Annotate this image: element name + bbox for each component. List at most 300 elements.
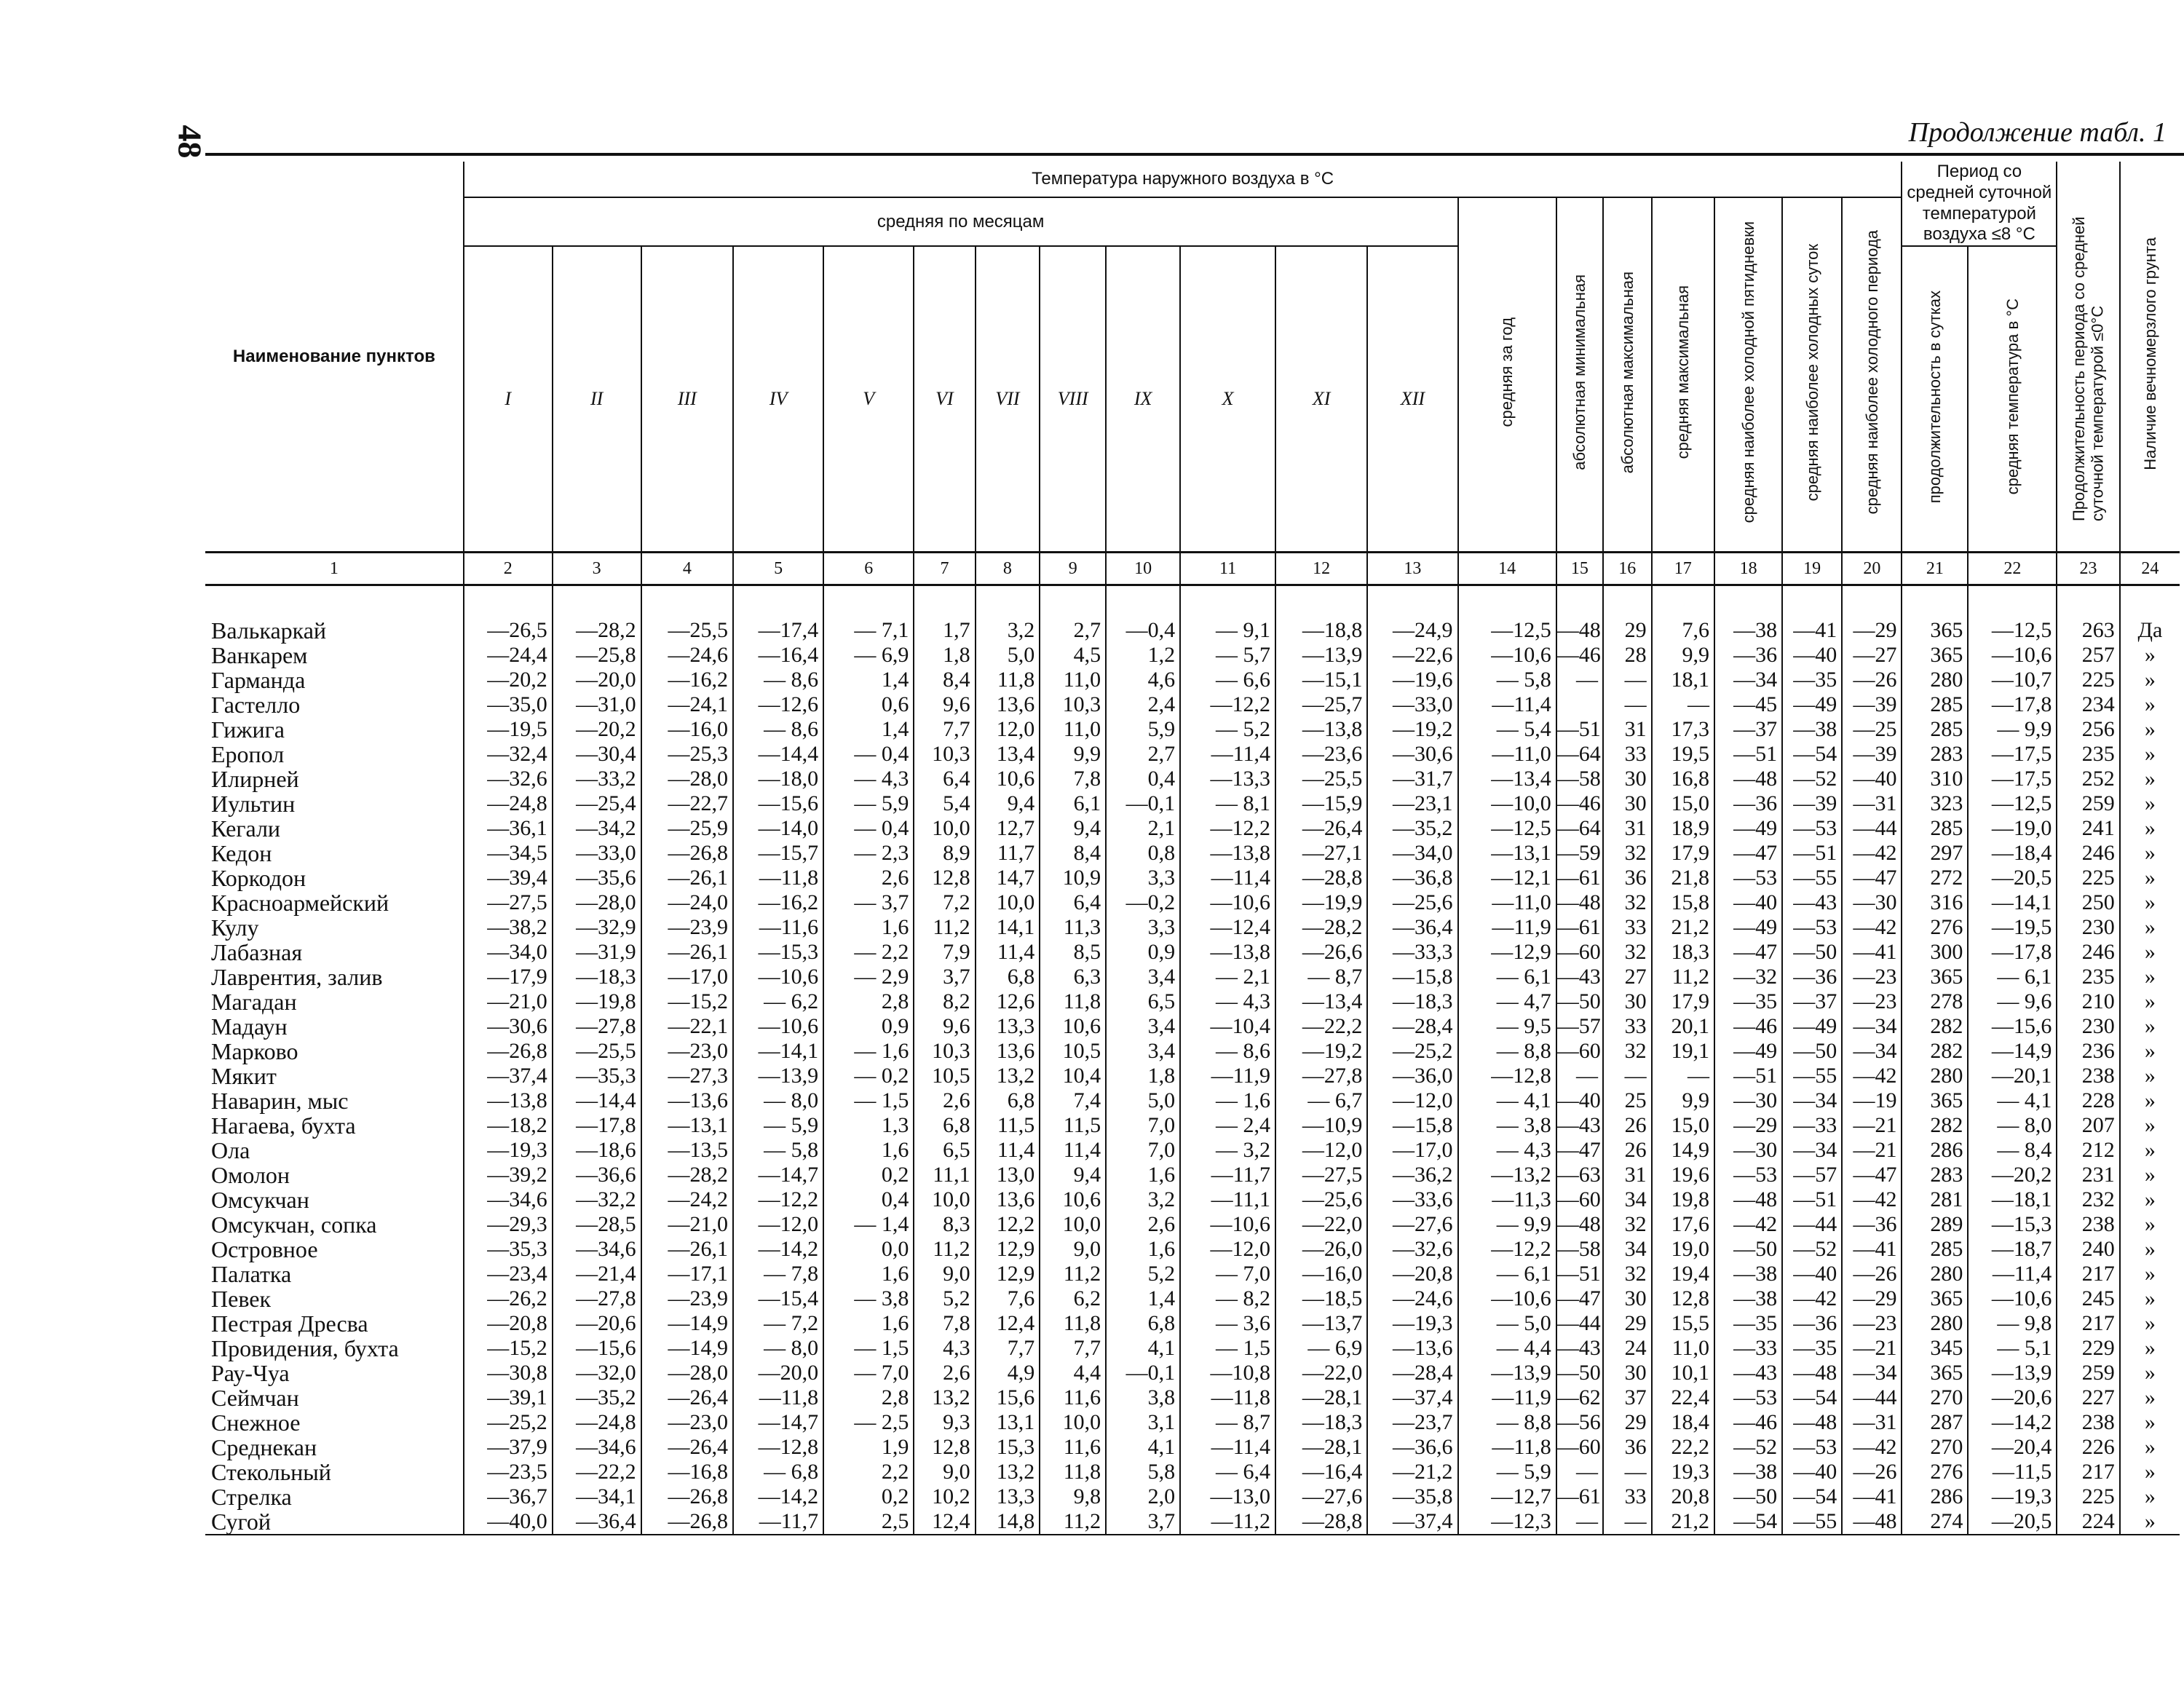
value-cell: 210 [2057, 989, 2119, 1014]
value-cell: 1,4 [823, 717, 914, 742]
value-cell: 263 [2057, 618, 2119, 643]
table-row [205, 1410, 2180, 1435]
value-cell: —36,2 [1367, 1163, 1457, 1187]
value-cell: 4,4 [1040, 1361, 1106, 1385]
value-cell: —49 [1714, 915, 1782, 940]
value-cell: —12,6 [733, 692, 823, 717]
value-cell: —12,0 [1275, 1138, 1367, 1163]
value-cell: —64 [1556, 742, 1603, 767]
value-cell: —43 [1556, 1113, 1603, 1138]
value-cell: 11,0 [1040, 668, 1106, 692]
value-cell: 280 [1902, 1311, 1968, 1336]
value-cell: 6,4 [914, 767, 975, 791]
value-cell: —35 [1714, 989, 1782, 1014]
value-cell: 9,9 [1652, 1088, 1714, 1113]
value-cell: —19,6 [1367, 668, 1457, 692]
value-cell: —57 [1782, 1163, 1842, 1187]
value-cell: 259 [2057, 1361, 2119, 1385]
value-cell: —30,8 [464, 1361, 553, 1385]
value-cell: 1,8 [1106, 1064, 1180, 1088]
header-temperature-group: Температура наружного воздуха в °С [464, 162, 1902, 197]
value-cell: —36,6 [553, 1163, 641, 1187]
value-cell: 15,0 [1652, 1113, 1714, 1138]
value-cell: —36,6 [1367, 1435, 1457, 1460]
value-cell: —58 [1556, 1237, 1603, 1262]
value-cell: —26,4 [641, 1435, 733, 1460]
header-coldest-period: средняя наиболее холодного периода [1842, 197, 1902, 553]
value-cell: —31,7 [1367, 767, 1457, 791]
column-number: 22 [1968, 553, 2057, 585]
value-cell: 282 [1902, 1014, 1968, 1039]
value-cell: —42 [1714, 1212, 1782, 1237]
value-cell: —27,1 [1275, 841, 1367, 866]
value-cell: 1,7 [914, 618, 975, 643]
value-cell: —14,1 [1968, 890, 2057, 915]
value-cell: —34,5 [464, 841, 553, 866]
station-name: Лаврентия, залив [211, 964, 383, 991]
value-cell: —42 [1842, 915, 1902, 940]
value-cell: 2,2 [823, 1460, 914, 1484]
station-name: Красноармейский [211, 890, 389, 917]
value-cell: 256 [2057, 717, 2119, 742]
value-cell: —19,0 [1968, 816, 2057, 841]
value-cell: —52 [1782, 767, 1842, 791]
value-cell: 7,2 [914, 890, 975, 915]
value-cell: —27,6 [1367, 1212, 1457, 1237]
value-cell: —28,1 [1275, 1435, 1367, 1460]
station-name: Сеймчан [211, 1385, 299, 1412]
value-cell: 11,1 [914, 1163, 975, 1187]
value-cell: —32 [1714, 965, 1782, 989]
permafrost-cell: » [2120, 915, 2180, 940]
value-cell: 1,9 [823, 1435, 914, 1460]
column-number: 6 [823, 553, 914, 585]
value-cell: 365 [1902, 1361, 1968, 1385]
permafrost-cell: » [2120, 1014, 2180, 1039]
value-cell: —15,2 [641, 989, 733, 1014]
value-cell: 10,6 [1040, 1187, 1106, 1212]
value-cell: 33 [1603, 1014, 1652, 1039]
value-cell: —41 [1842, 1237, 1902, 1262]
value-cell: — 5,8 [733, 1138, 823, 1163]
value-cell: —23,4 [464, 1262, 553, 1286]
value-cell: 7,9 [914, 940, 975, 965]
value-cell: — 4,3 [1458, 1138, 1556, 1163]
value-cell: 11,6 [1040, 1385, 1106, 1410]
value-cell: —36 [1842, 1212, 1902, 1237]
value-cell: —16,0 [641, 717, 733, 742]
value-cell: —12,2 [1180, 692, 1275, 717]
value-cell: —12,3 [1458, 1509, 1556, 1535]
value-cell: —14,0 [733, 816, 823, 841]
value-cell: 25 [1603, 1088, 1652, 1113]
value-cell: 19,3 [1652, 1460, 1714, 1484]
value-cell: 5,8 [1106, 1460, 1180, 1484]
value-cell: —27,8 [553, 1014, 641, 1039]
value-cell: 345 [1902, 1336, 1968, 1361]
value-cell: —14,1 [733, 1039, 823, 1064]
value-cell: — 6,1 [1458, 1262, 1556, 1286]
value-cell: —24,1 [641, 692, 733, 717]
value-cell: —18,6 [553, 1138, 641, 1163]
value-cell: 316 [1902, 890, 1968, 915]
value-cell: — 3,2 [1180, 1138, 1275, 1163]
value-cell: —29,3 [464, 1212, 553, 1237]
value-cell: 15,0 [1652, 791, 1714, 816]
value-cell: —46 [1556, 791, 1603, 816]
value-cell: —10,6 [1458, 643, 1556, 668]
permafrost-cell: » [2120, 1435, 2180, 1460]
header-month-9: IX [1106, 246, 1180, 553]
table-row [205, 1286, 2180, 1311]
value-cell: —26 [1842, 1262, 1902, 1286]
value-cell: —43 [1714, 1361, 1782, 1385]
value-cell: —21 [1842, 1336, 1902, 1361]
value-cell: 252 [2057, 767, 2119, 791]
value-cell: —53 [1782, 1435, 1842, 1460]
value-cell: 278 [1902, 989, 1968, 1014]
value-cell: —28,0 [641, 767, 733, 791]
value-cell: —17,9 [464, 965, 553, 989]
value-cell: —12,2 [733, 1187, 823, 1212]
value-cell: —11,4 [1180, 742, 1275, 767]
permafrost-cell: » [2120, 866, 2180, 890]
station-name: Певек [211, 1286, 271, 1313]
value-cell: — 8,6 [733, 668, 823, 692]
table-row [205, 890, 2180, 915]
value-cell: —59 [1556, 841, 1603, 866]
value-cell: 0,9 [823, 1014, 914, 1039]
value-cell: —31 [1842, 791, 1902, 816]
value-cell: —23 [1842, 965, 1902, 989]
value-cell: —35,6 [553, 866, 641, 890]
value-cell: — 6,2 [733, 989, 823, 1014]
value-cell: 225 [2057, 668, 2119, 692]
value-cell: 238 [2057, 1410, 2119, 1435]
value-cell: —54 [1714, 1509, 1782, 1535]
station-name: Иультин [211, 791, 296, 818]
value-cell: 19,0 [1652, 1237, 1714, 1262]
header-col24: Наличие вечномерзлого грунта [2120, 162, 2180, 553]
value-cell: 13,2 [914, 1385, 975, 1410]
value-cell: —11,8 [1180, 1385, 1275, 1410]
value-cell: 13,4 [976, 742, 1040, 767]
value-cell: —40 [1714, 890, 1782, 915]
value-cell: — [1652, 1064, 1714, 1088]
value-cell: — 4,7 [1458, 989, 1556, 1014]
value-cell: —15,9 [1275, 791, 1367, 816]
value-cell: — [1556, 1460, 1603, 1484]
value-cell: —22,7 [641, 791, 733, 816]
value-cell: 11,5 [976, 1113, 1040, 1138]
value-cell: —23 [1842, 989, 1902, 1014]
permafrost-cell: » [2120, 717, 2180, 742]
value-cell: 3,8 [1106, 1385, 1180, 1410]
value-cell: —13,9 [1458, 1361, 1556, 1385]
value-cell: — 5,9 [823, 791, 914, 816]
value-cell: 228 [2057, 1088, 2119, 1113]
value-cell: —24,0 [641, 890, 733, 915]
value-cell: — 8,4 [1968, 1138, 2057, 1163]
value-cell: 232 [2057, 1187, 2119, 1212]
station-name: Омолон [211, 1162, 290, 1189]
station-name: Стекольный [211, 1459, 331, 1486]
value-cell: —40 [1782, 643, 1842, 668]
value-cell: 36 [1603, 866, 1652, 890]
value-cell: —20,1 [1968, 1064, 2057, 1088]
value-cell: — 2,9 [823, 965, 914, 989]
value-cell: 15,5 [1652, 1311, 1714, 1336]
value-cell: — 5,1 [1968, 1336, 2057, 1361]
value-cell: —14,7 [733, 1410, 823, 1435]
value-cell: — 1,6 [823, 1039, 914, 1064]
value-cell: 2,6 [914, 1361, 975, 1385]
value-cell: —18,3 [1275, 1410, 1367, 1435]
value-cell: —10,6 [1180, 1212, 1275, 1237]
value-cell: —34 [1782, 1088, 1842, 1113]
value-cell: —60 [1556, 1187, 1603, 1212]
value-cell: —46 [1714, 1410, 1782, 1435]
value-cell: 289 [1902, 1212, 1968, 1237]
value-cell: —42 [1842, 841, 1902, 866]
column-number: 15 [1556, 553, 1603, 585]
permafrost-cell: » [2120, 1064, 2180, 1088]
value-cell: 4,9 [976, 1361, 1040, 1385]
value-cell: 10,0 [1040, 1410, 1106, 1435]
value-cell: —56 [1556, 1410, 1603, 1435]
value-cell: — 3,8 [823, 1286, 914, 1311]
value-cell: —50 [1782, 1039, 1842, 1064]
value-cell: —13,9 [1968, 1361, 2057, 1385]
value-cell: 4,1 [1106, 1336, 1180, 1361]
station-name: Палатка [211, 1261, 292, 1288]
value-cell: —27,5 [1275, 1163, 1367, 1187]
value-cell: —48 [1556, 618, 1603, 643]
value-cell: — 9,1 [1180, 618, 1275, 643]
column-number: 13 [1367, 553, 1457, 585]
value-cell: 7,0 [1106, 1138, 1180, 1163]
value-cell: 225 [2057, 866, 2119, 890]
value-cell: 300 [1902, 940, 1968, 965]
value-cell: 9,4 [976, 791, 1040, 816]
value-cell: 2,1 [1106, 816, 1180, 841]
station-name: Сугой [205, 1509, 464, 1535]
value-cell: — 5,9 [1458, 1460, 1556, 1484]
value-cell: 14,9 [1652, 1138, 1714, 1163]
value-cell: —42 [1782, 1286, 1842, 1311]
value-cell: —39 [1842, 692, 1902, 717]
value-cell: —50 [1714, 1237, 1782, 1262]
station-name: Коркодон [211, 865, 306, 892]
value-cell: — 2,3 [823, 841, 914, 866]
value-cell: 10,4 [1040, 1064, 1106, 1088]
header-coldest-day: средняя наиболее холодных суток [1782, 197, 1842, 553]
value-cell: 10,5 [914, 1064, 975, 1088]
value-cell: —44 [1556, 1311, 1603, 1336]
value-cell: —24,2 [641, 1187, 733, 1212]
climate-table [205, 162, 2180, 1535]
value-cell: —12,0 [733, 1212, 823, 1237]
value-cell: —12,2 [1180, 816, 1275, 841]
table-row [205, 643, 2180, 668]
value-cell: —55 [1782, 1064, 1842, 1088]
value-cell: —18,7 [1968, 1237, 2057, 1262]
value-cell: 5,9 [1106, 717, 1180, 742]
value-cell: 7,6 [976, 1286, 1040, 1311]
value-cell: 0,9 [1106, 940, 1180, 965]
value-cell: —23,6 [1275, 742, 1367, 767]
header-col23: Продолжительность периода со средней суточной температурой ≤0°С [2057, 162, 2119, 553]
value-cell: —29 [1842, 618, 1902, 643]
value-cell: 7,4 [1040, 1088, 1106, 1113]
value-cell: —43 [1556, 1336, 1603, 1361]
value-cell: 2,7 [1106, 742, 1180, 767]
value-cell: 13,1 [976, 1410, 1040, 1435]
value-cell: —12,0 [1180, 1237, 1275, 1262]
value-cell: —40 [1782, 1460, 1842, 1484]
value-cell: 283 [1902, 1163, 1968, 1187]
value-cell: — 2,1 [1180, 965, 1275, 989]
value-cell: — 5,4 [1458, 717, 1556, 742]
value-cell: 13,6 [976, 692, 1040, 717]
permafrost-cell: » [2120, 1336, 2180, 1361]
value-cell: —11,8 [733, 866, 823, 890]
value-cell: 281 [1902, 1187, 1968, 1212]
permafrost-cell: » [2120, 767, 2180, 791]
value-cell: —20,2 [464, 668, 553, 692]
value-cell: —11,5 [1968, 1460, 2057, 1484]
value-cell: —27,6 [1275, 1484, 1367, 1509]
value-cell: —13,8 [1180, 940, 1275, 965]
value-cell: —23,9 [641, 1286, 733, 1311]
value-cell: —21,0 [641, 1212, 733, 1237]
value-cell: 10,9 [1040, 866, 1106, 890]
value-cell: 246 [2057, 940, 2119, 965]
value-cell: 22,4 [1652, 1385, 1714, 1410]
value-cell: —10,9 [1275, 1113, 1367, 1138]
value-cell: —11,3 [1458, 1187, 1556, 1212]
value-cell: 30 [1603, 1361, 1652, 1385]
value-cell: —19,3 [464, 1138, 553, 1163]
climate-table-wrapper [205, 162, 2180, 1535]
value-cell: 30 [1603, 989, 1652, 1014]
header-month-12: XII [1367, 246, 1457, 553]
value-cell: — 8,1 [1180, 791, 1275, 816]
column-number: 3 [553, 553, 641, 585]
station-name: Ола [211, 1137, 250, 1164]
permafrost-cell: » [2120, 1509, 2180, 1535]
column-number: 9 [1040, 553, 1106, 585]
value-cell: 18,4 [1652, 1410, 1714, 1435]
value-cell: —25,5 [1275, 767, 1367, 791]
value-cell: —37,4 [464, 1064, 553, 1088]
permafrost-cell: » [2120, 1138, 2180, 1163]
value-cell: —33 [1714, 1336, 1782, 1361]
value-cell: —40,0 [464, 1509, 553, 1535]
value-cell: —13,8 [1180, 841, 1275, 866]
value-cell: —12,8 [733, 1435, 823, 1460]
value-cell: —58 [1556, 767, 1603, 791]
value-cell: —42 [1842, 1064, 1902, 1088]
value-cell: —28,8 [1275, 866, 1367, 890]
value-cell: —24,8 [464, 791, 553, 816]
value-cell: 1,4 [823, 668, 914, 692]
value-cell: 34 [1603, 1237, 1652, 1262]
value-cell: —41 [1842, 940, 1902, 965]
value-cell: — 0,2 [823, 1064, 914, 1088]
value-cell: —10,6 [1968, 643, 2057, 668]
value-cell: —23 [1842, 1311, 1902, 1336]
value-cell: 207 [2057, 1113, 2119, 1138]
value-cell: 17,9 [1652, 989, 1714, 1014]
column-number: 1 [205, 553, 464, 585]
value-cell: —20,6 [553, 1311, 641, 1336]
value-cell: —34,6 [464, 1187, 553, 1212]
value-cell: 18,1 [1652, 668, 1714, 692]
value-cell: —23,9 [641, 915, 733, 940]
value-cell: 11,2 [1652, 965, 1714, 989]
station-name: Мадаун [211, 1013, 288, 1040]
value-cell: —15,1 [1275, 668, 1367, 692]
value-cell: —27 [1842, 643, 1902, 668]
value-cell: 6,2 [1040, 1286, 1106, 1311]
value-cell: —28,4 [1367, 1361, 1457, 1385]
station-name: Лабазная [211, 939, 303, 966]
station-name: Омсукчан, сопка [211, 1211, 377, 1238]
value-cell: 32 [1603, 1262, 1652, 1286]
value-cell: —35 [1782, 668, 1842, 692]
value-cell: 19,1 [1652, 1039, 1714, 1064]
value-cell: 12,4 [976, 1311, 1040, 1336]
value-cell: —19,2 [1275, 1039, 1367, 1064]
value-cell: — 8,8 [1458, 1039, 1556, 1064]
column-number: 10 [1106, 553, 1180, 585]
value-cell [1556, 692, 1603, 717]
value-cell: — 7,0 [823, 1361, 914, 1385]
value-cell: —25,2 [1367, 1039, 1457, 1064]
value-cell: —49 [1782, 1014, 1842, 1039]
value-cell: —0,4 [1106, 618, 1180, 643]
value-cell: —47 [1842, 866, 1902, 890]
value-cell: 285 [1902, 816, 1968, 841]
value-cell: — 4,4 [1458, 1336, 1556, 1361]
value-cell: —36 [1782, 965, 1842, 989]
value-cell: —31,0 [553, 692, 641, 717]
station-name: Пестрая Дресва [211, 1310, 368, 1337]
value-cell: 234 [2057, 692, 2119, 717]
value-cell: —13,6 [1367, 1336, 1457, 1361]
column-number: 14 [1458, 553, 1556, 585]
value-cell: —13,6 [641, 1088, 733, 1113]
table-row [205, 791, 2180, 816]
value-cell: —55 [1782, 1509, 1842, 1535]
value-cell: —12,1 [1458, 866, 1556, 890]
header-month-2: II [553, 246, 641, 553]
value-cell: — [1603, 1064, 1652, 1088]
permafrost-cell: » [2120, 989, 2180, 1014]
value-cell: 10,2 [914, 1484, 975, 1509]
permafrost-cell: » [2120, 742, 2180, 767]
value-cell: 13,3 [976, 1484, 1040, 1509]
value-cell: 225 [2057, 1484, 2119, 1509]
value-cell: —34,0 [464, 940, 553, 965]
value-cell: —14,4 [733, 742, 823, 767]
value-cell: —11,4 [1458, 692, 1556, 717]
value-cell: —28,2 [641, 1163, 733, 1187]
value-cell: —41 [1782, 618, 1842, 643]
value-cell: 272 [1902, 866, 1968, 890]
value-cell: —17,1 [641, 1262, 733, 1286]
